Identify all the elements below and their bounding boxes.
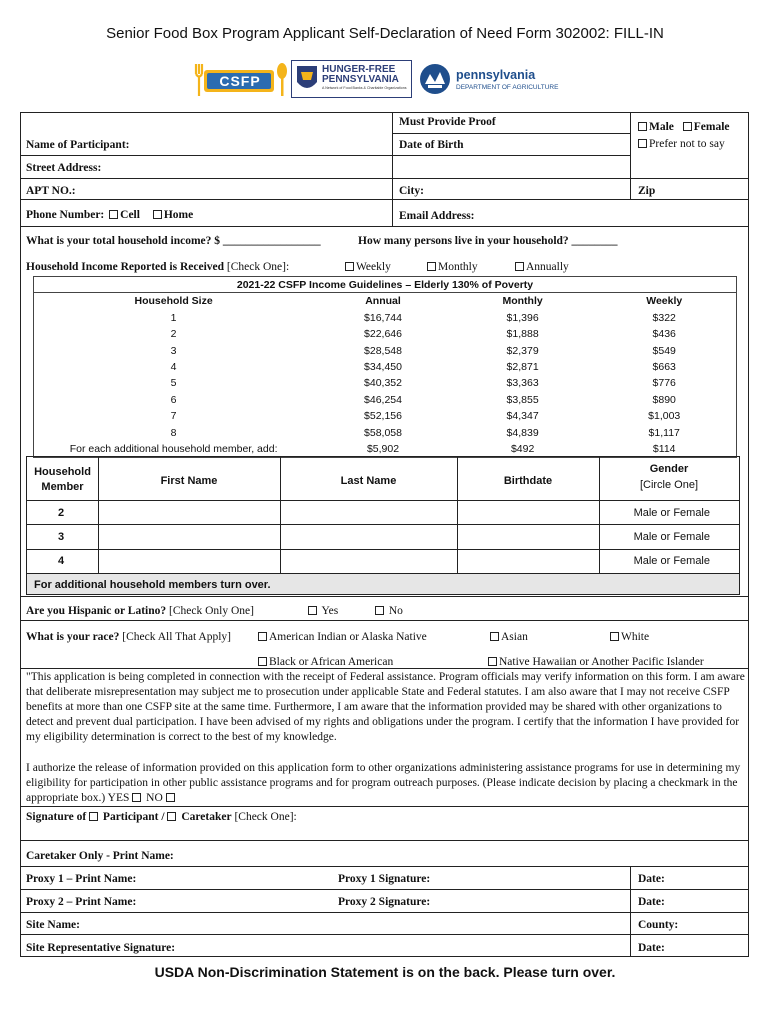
hispanic-no-checkbox[interactable]	[375, 606, 384, 615]
members-header-last-name: Last Name	[340, 475, 397, 487]
monthly-checkbox[interactable]	[427, 262, 436, 271]
name-participant-label: Name of Participant:	[26, 139, 130, 151]
proxy2-date-label: Date:	[638, 896, 665, 908]
race-checkbox[interactable]	[258, 657, 267, 666]
proxy2-print-name-label: Proxy 2 – Print Name:	[26, 896, 137, 908]
income-table-cell: $1,396	[506, 311, 539, 324]
caretaker-print-name-label: Caretaker Only - Print Name:	[26, 850, 174, 862]
hfp-tagline: A Network of Food Banks & Charitable Organizations	[322, 86, 407, 90]
income-guidelines-table	[33, 276, 737, 458]
income-table-cell: $492	[510, 442, 535, 455]
cell-checkbox[interactable]	[109, 210, 118, 219]
income-table-cell: $890	[652, 393, 676, 406]
site-rep-date-label: Date:	[638, 942, 665, 954]
race-option: Asian	[490, 630, 528, 644]
members-header-member: Household Member	[34, 466, 91, 493]
proxy2-signature-label: Proxy 2 Signature:	[338, 896, 431, 908]
income-table-row	[34, 326, 736, 342]
hispanic-yes-checkbox[interactable]	[308, 606, 317, 615]
income-table-cell: 4	[170, 360, 177, 373]
income-table-cell: 6	[170, 393, 177, 406]
race-option: Black or African American	[258, 655, 393, 669]
hispanic-no-option: No	[375, 604, 403, 618]
pa-name: pennsylvania	[456, 68, 536, 82]
race-option: White	[610, 630, 649, 644]
footer-notice: USDA Non-Discrimination Statement is on the back. Please turn over.	[154, 964, 616, 980]
home-checkbox[interactable]	[153, 210, 162, 219]
release-no-checkbox[interactable]	[166, 793, 175, 802]
prefer-not-checkbox[interactable]	[638, 139, 647, 148]
income-table-cell: $40,352	[364, 377, 402, 390]
proxy1-print-name-label: Proxy 1 – Print Name:	[26, 873, 137, 885]
pennsylvania-agriculture-logo	[418, 62, 558, 98]
race-checkbox[interactable]	[490, 632, 499, 641]
proxy1-date-label: Date:	[638, 873, 665, 885]
members-additional-note: For additional household members turn over.	[34, 579, 271, 591]
race-option: American Indian or Alaska Native	[258, 630, 427, 644]
monthly-option: Monthly	[427, 260, 478, 274]
income-table-row	[34, 343, 736, 359]
income-table-cell: 7	[170, 410, 177, 423]
income-table-cell: $5,902	[366, 442, 400, 455]
release-yes-checkbox[interactable]	[132, 793, 141, 802]
date-of-birth-label: Date of Birth	[399, 139, 464, 151]
race-checkbox[interactable]	[258, 632, 267, 641]
income-table-cell: $4,347	[506, 410, 539, 423]
members-header-circle-one: [Circle One]	[639, 479, 699, 491]
hfp-line2: PENNSYLVANIA	[322, 74, 399, 85]
phone-number-row: Phone Number: Cell Home	[26, 209, 194, 221]
income-table-header: Household Size Annual Monthly Weekly	[134, 295, 683, 308]
income-table-cell: $1,117	[648, 426, 680, 439]
income-table-cell: $114	[652, 442, 676, 455]
race-checkbox[interactable]	[610, 632, 619, 641]
member-row-num: 3	[58, 531, 65, 543]
income-table-row	[34, 310, 736, 326]
annually-option: Annually	[515, 260, 569, 274]
income-table-cell: 8	[170, 426, 177, 439]
race-question: What is your race? [Check All That Apply]	[26, 631, 231, 643]
income-table-row	[34, 359, 736, 375]
must-provide-proof: Must Provide Proof	[399, 116, 496, 128]
members-header-first-name: First Name	[160, 475, 218, 487]
gender-checkboxes: Male Female	[638, 120, 730, 134]
income-table-cell: $34,450	[364, 360, 402, 373]
income-table-row	[34, 375, 736, 391]
income-table-row	[34, 441, 736, 457]
income-table-row	[34, 392, 736, 408]
income-table-cell: $436	[652, 328, 676, 341]
email-address-label: Email Address:	[399, 210, 475, 222]
member-row-num: 2	[58, 507, 65, 519]
income-received-row: Household Income Reported is Received [Check One]:	[26, 261, 290, 273]
proxy1-signature-label: Proxy 1 Signature:	[338, 873, 431, 885]
income-table-cell: $52,156	[364, 410, 402, 423]
income-table-cell: $22,646	[364, 328, 402, 341]
male-checkbox[interactable]	[638, 122, 647, 131]
income-table-cell: $46,254	[364, 393, 402, 406]
hispanic-yes-option: Yes	[308, 604, 338, 618]
income-table-cell: 2	[170, 328, 177, 341]
household-income-question: What is your total household income? $ _________________	[26, 235, 321, 247]
signature-row: Signature of Participant / Caretaker [Check One]:	[26, 811, 297, 823]
member-row-gender: Male or Female	[633, 555, 710, 567]
income-table-cell: 1	[170, 311, 177, 324]
csfp-logo	[193, 62, 289, 98]
income-table-cell: $322	[652, 311, 676, 324]
income-table-cell: For each additional household member, add:	[69, 442, 278, 455]
members-header-gender: Gender	[649, 463, 689, 475]
income-table-row	[34, 408, 736, 424]
site-name-label: Site Name:	[26, 919, 80, 931]
income-table-cell: $549	[652, 344, 676, 357]
weekly-option: Weekly	[345, 260, 391, 274]
household-persons-question: How many persons live in your household? ________	[358, 235, 618, 247]
county-label: County:	[638, 919, 679, 931]
prefer-not-checkbox-row: Prefer not to say	[638, 137, 725, 151]
member-row-gender: Male or Female	[633, 507, 710, 519]
csfp-logo-text: CSFP	[219, 73, 261, 89]
annually-checkbox[interactable]	[515, 262, 524, 271]
income-table-cell: $2,379	[506, 344, 539, 357]
income-table-cell: $16,744	[364, 311, 402, 324]
apt-no-label: APT NO.:	[26, 185, 76, 197]
hispanic-question: Are you Hispanic or Latino? [Check Only One]	[26, 605, 254, 617]
race-checkbox[interactable]	[488, 657, 497, 666]
weekly-checkbox[interactable]	[345, 262, 354, 271]
street-address-label: Street Address:	[26, 162, 102, 174]
hunger-free-pa-logo	[291, 60, 412, 98]
certification-statement: "This application is being completed in connection with the receipt of Federal assistance. Program officials may verify information on this form. I am aware that deliberate misrepresentation may subject me to prosecution under applicable State and Federal statutes. I am also aware that I may not receive CSFP benefits at more than one CSFP site at the same time. Furthermore, I am aware that the information provided may be shared with other organizations to detect and prevent dual participation. I have been advised of my rights and obligations under the program. I certify that the information I have provided for my eligibility determination is correct to the best of my knowledge.	[26, 671, 745, 743]
city-label: City:	[399, 185, 424, 197]
site-rep-signature-label: Site Representative Signature:	[26, 942, 176, 954]
income-table-cell: $2,871	[506, 360, 539, 373]
income-table-cell: 5	[170, 377, 177, 390]
income-table-cell: $663	[652, 360, 676, 373]
race-option: Native Hawaiian or Another Pacific Islander	[488, 655, 704, 669]
caretaker-checkbox[interactable]	[167, 812, 176, 821]
income-table-row	[34, 425, 736, 441]
income-table-title: 2021-22 CSFP Income Guidelines – Elderly 130% of Poverty	[34, 277, 736, 293]
income-table-cell: $1,888	[506, 328, 539, 341]
page-title: Senior Food Box Program Applicant Self-Declaration of Need Form 302002: FILL-IN	[106, 25, 664, 42]
income-table-cell: $28,548	[364, 344, 402, 357]
participant-checkbox[interactable]	[89, 812, 98, 821]
member-row-num: 4	[58, 555, 65, 567]
income-table-cell: 3	[170, 344, 177, 357]
pa-dept: DEPARTMENT OF AGRICULTURE	[456, 84, 559, 91]
hfp-line1: HUNGER-FREE	[322, 64, 396, 75]
release-authorization-statement: I authorize the release of information provided on this application form to other organizations administering assistance programs for use in determining my eligibility for participation in other public assistance programs and for program outreach purposes. (Please indicate decision by placing a checkmark in the appropriate box.) YES NO	[26, 762, 741, 804]
income-table-cell: $776	[652, 377, 676, 390]
female-checkbox[interactable]	[683, 122, 692, 131]
member-row-gender: Male or Female	[633, 531, 710, 543]
income-table-cell: $3,855	[506, 393, 539, 406]
income-table-cell: $3,363	[506, 377, 539, 390]
income-table-cell: $4,839	[506, 426, 539, 439]
zip-label: Zip	[638, 185, 656, 197]
members-header-birthdate: Birthdate	[503, 475, 553, 487]
income-table-cell: $58,058	[364, 426, 402, 439]
income-table-cell: $1,003	[648, 410, 681, 423]
